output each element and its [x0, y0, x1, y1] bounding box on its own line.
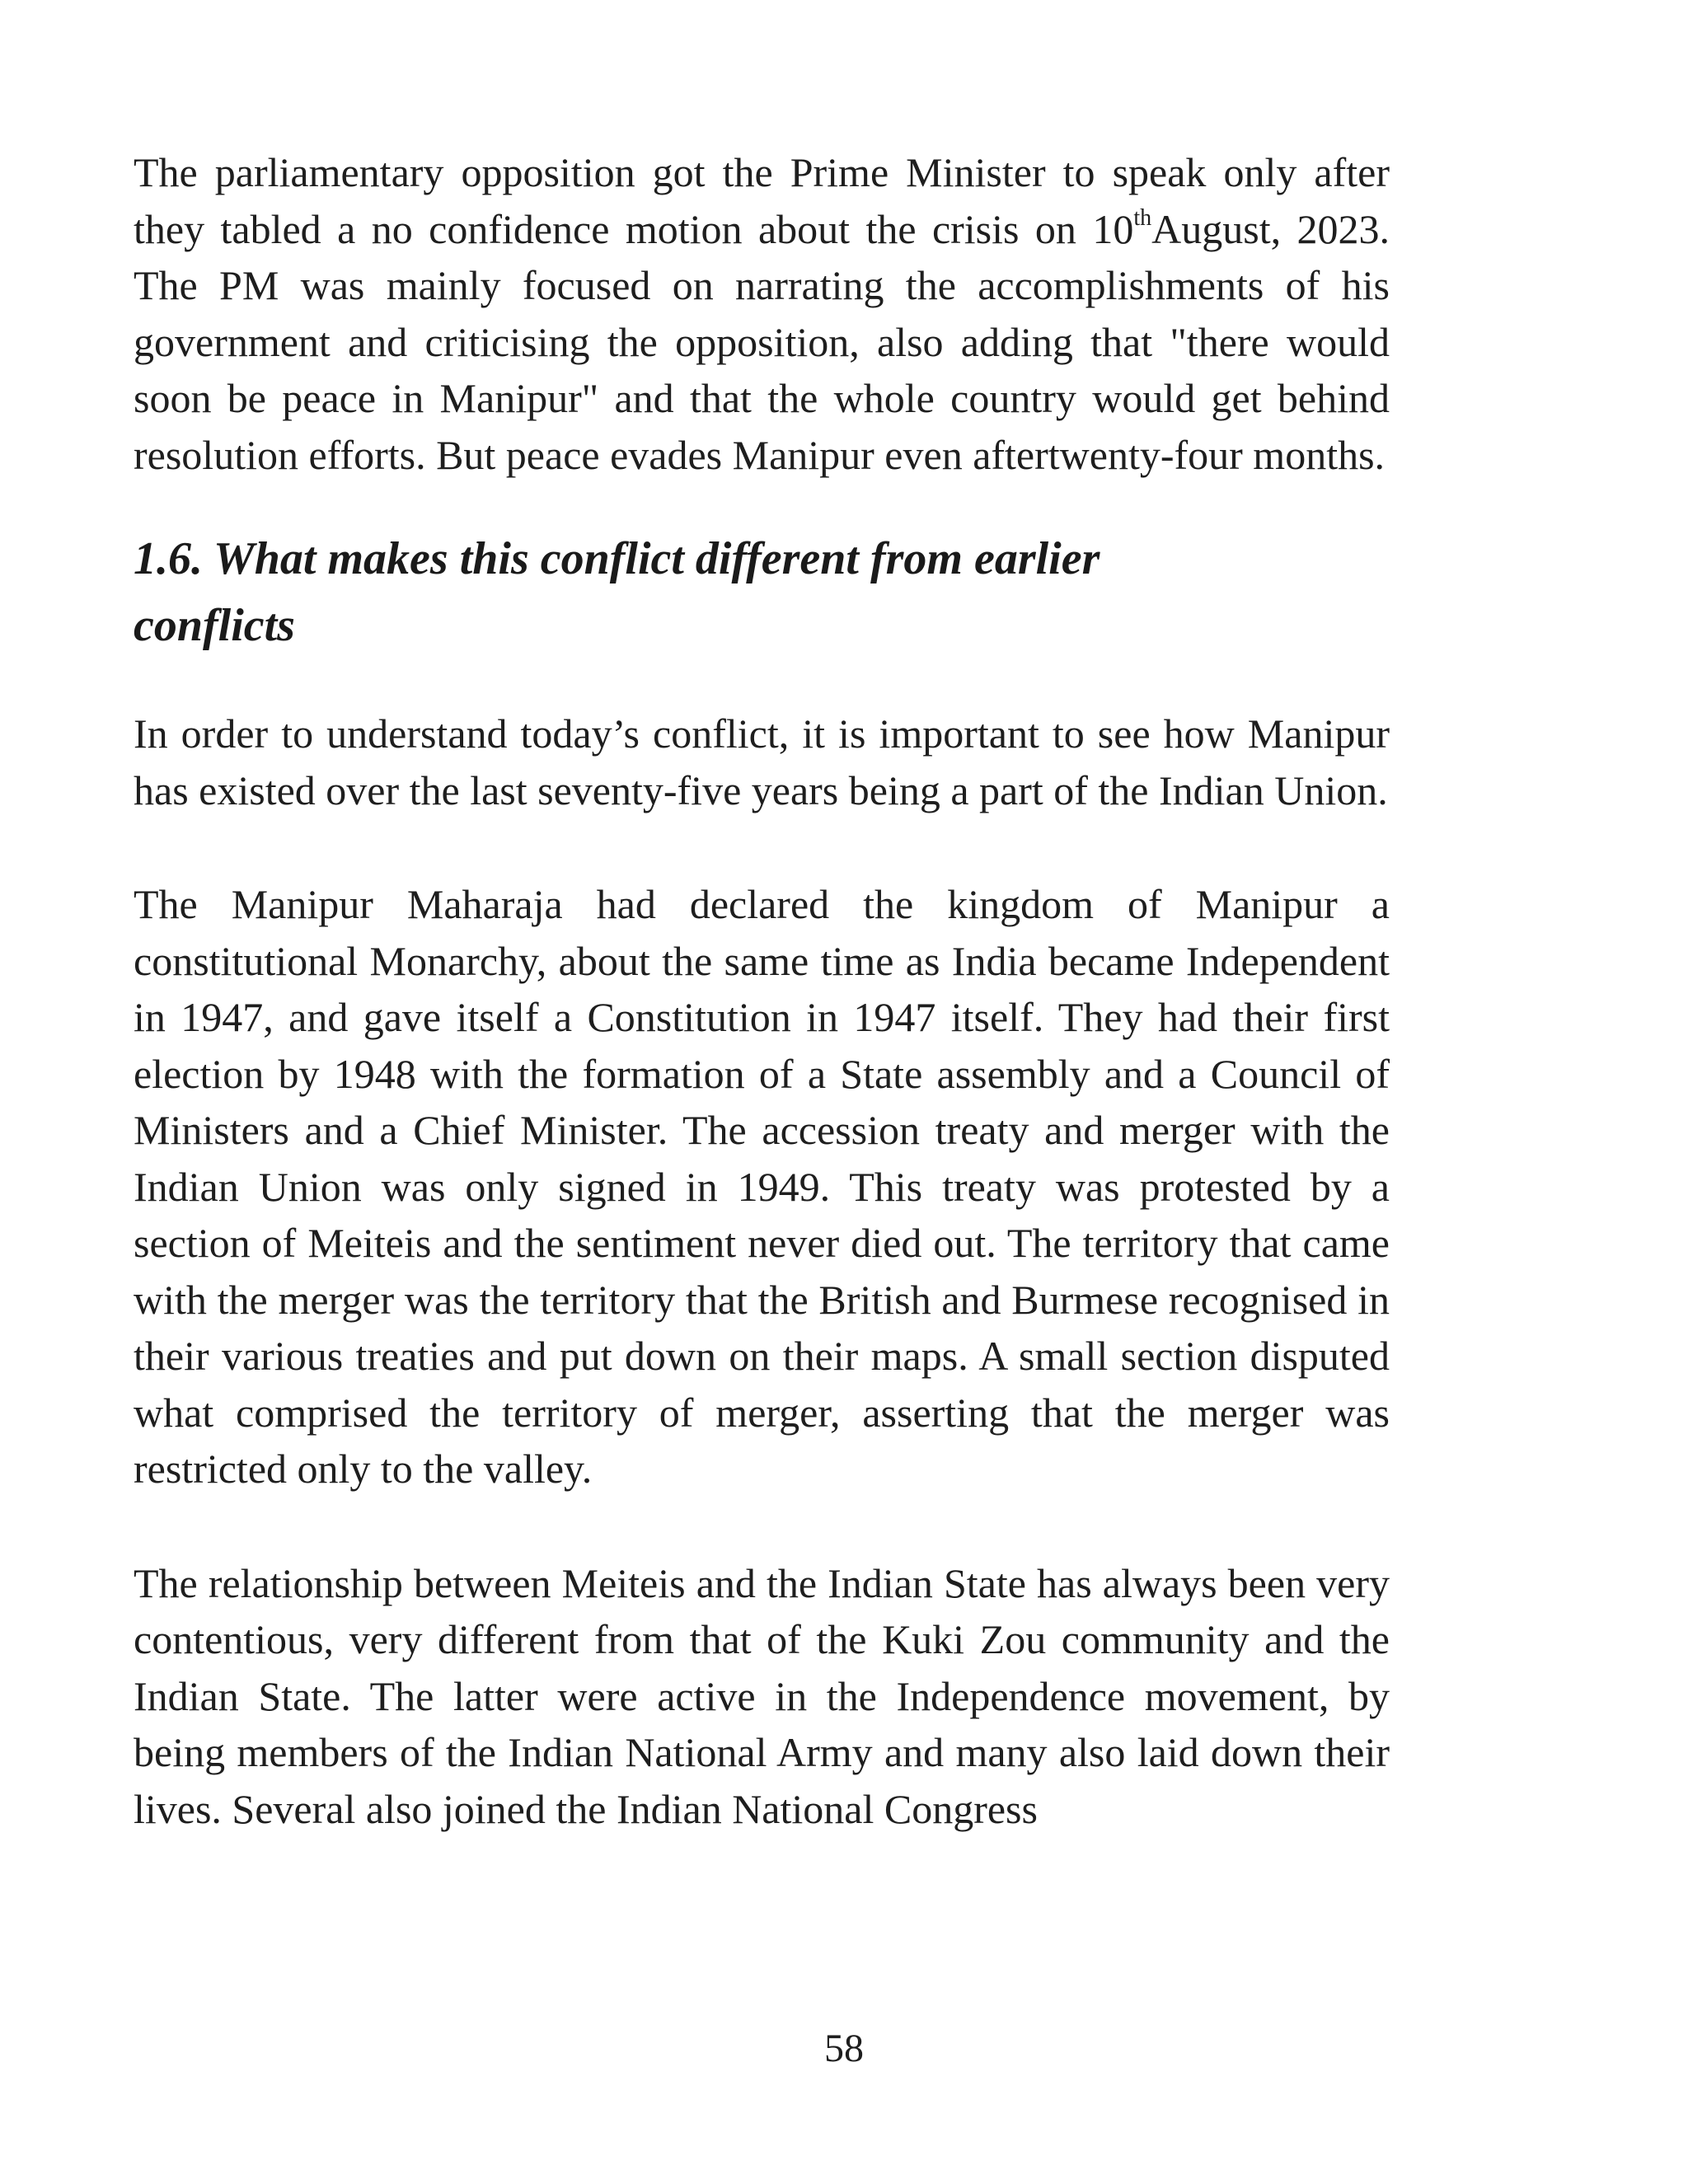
paragraph-text-before: The parliamentary opposition got the Prime Minister to speak only after they tabled a no confidence motion about the crisis on 10 [134, 149, 1390, 252]
paragraph-text-after: August, 2023. The PM was mainly focused on narrating the accomplishments of his government and criticising the opposition, also adding that "there would soon be peace in Manipur" and that the whole country would get behind resolution efforts. But peace evades Manipur even aftertwenty-four months. [134, 205, 1390, 478]
paragraph-intro: In order to understand today’s conflict, it is important to see how Manipur has existed over the last seventy-five years being a part of the Indian Union. [134, 710, 1390, 813]
ordinal-superscript: th [1133, 204, 1152, 231]
page-number: 58 [824, 2027, 864, 2070]
paragraph-meitei-relations: The relationship between Meiteis and the Indian State has always been very contentious, very different from that of the Kuki Zou community and the Indian State. The latter were active in the Independence movement, by being members of the Indian National Army and many also laid down their lives. Several also joined the Indian National Congress [134, 1559, 1390, 1832]
page-body [134, 144, 1390, 1837]
paragraph-no-confidence-motion [134, 144, 1390, 483]
paragraph-maharaja-history: The Manipur Maharaja had declared the kingdom of Manipur a constitutional Monarchy, about the same time as India became Independent in 1947, and gave itself a Constitution in 1947 itself. They had their first election by 1948 with the formation of a State assembly and a Council of Ministers and a Chief Minister. The accession treaty and merger with the Indian Union was only signed in 1949. This treaty was protested by a section of Meiteis and the sentiment never died out. The territory that came with the merger was the territory that the British and Burmese recognised in their various treaties and put down on their maps. A small section disputed what comprised the territory of merger, asserting that the merger was restricted only to the valley. [134, 881, 1390, 1492]
section-heading: 1.6. What makes this conflict different from earlier conflicts [134, 533, 1100, 651]
